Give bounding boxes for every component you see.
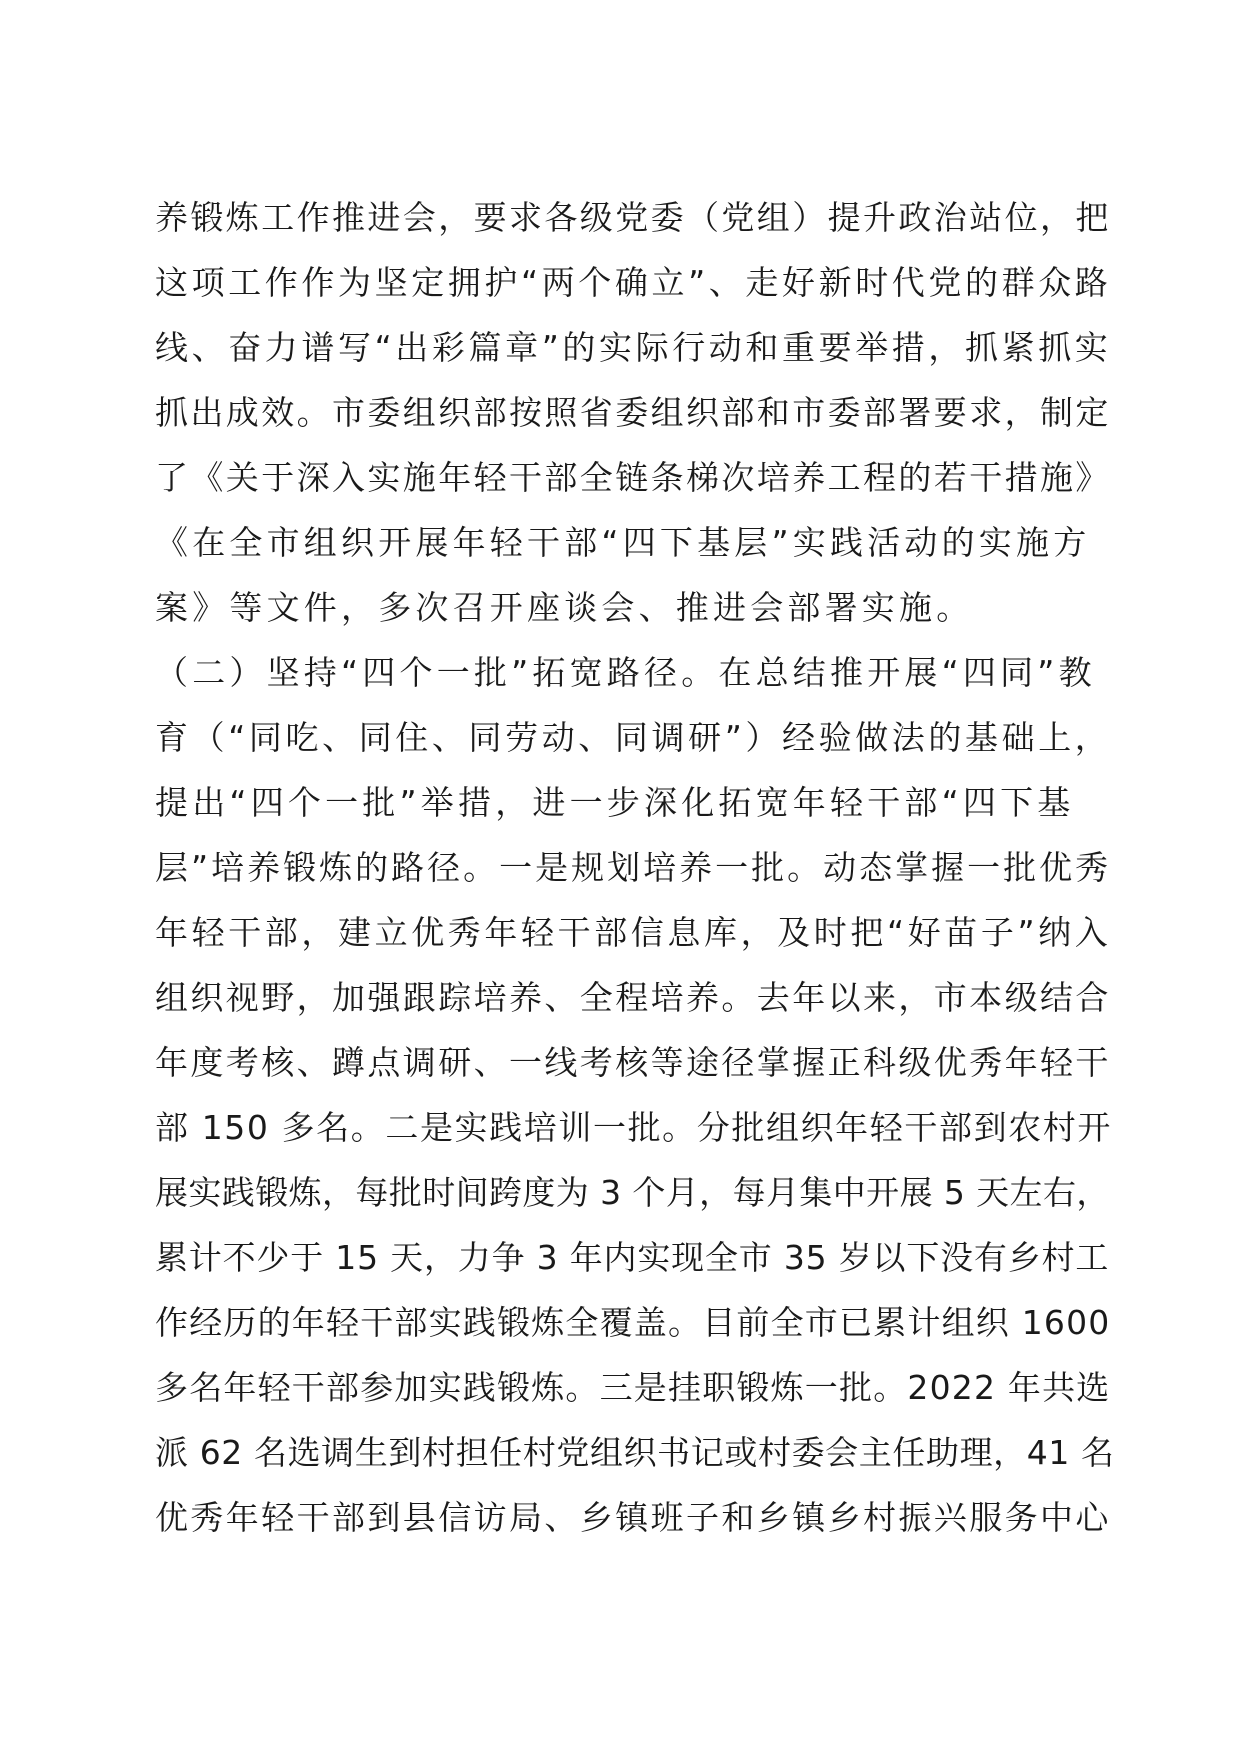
body-text (155, 185, 1115, 1550)
text-line: 抓出成效。市委组织部按照省委组织部和市委部署要求，制定 (155, 393, 1111, 432)
text-line: 育（“同吃、同住、同劳动、同调研”）经验做法的基础上， (155, 718, 1112, 757)
text-line: 优秀年轻干部到县信访局、乡镇班子和乡镇乡村振兴服务中心 (155, 1498, 1111, 1537)
text-line: 累计不少于 15 天，力争 3 年内实现全市 35 岁以下没有乡村工 (155, 1238, 1110, 1277)
text-line: 案》等文件，多次召开座谈会、推进会部署实施。 (155, 588, 974, 627)
text-line: 了《关于深入实施年轻干部全链条梯次培养工程的若干措施》 (155, 458, 1111, 497)
text-line: 养锻炼工作推进会，要求各级党委（党组）提升政治站位，把 (155, 198, 1111, 237)
text-line: 多名年轻干部参加实践锻炼。三是挂职锻炼一批。2022 年共选 (155, 1368, 1111, 1407)
text-line: 这项工作作为坚定拥护“两个确立”、走好新时代党的群众路 (155, 263, 1112, 302)
section-heading-line: （二）坚持“四个一批”拓宽路径。在总结推开展“四同”教 (155, 653, 1096, 692)
text-line: 年轻干部，建立优秀年轻干部信息库，及时把“好苗子”纳入 (155, 913, 1112, 952)
text-line: 部 150 多名。二是实践培训一批。分批组织年轻干部到农村开 (155, 1108, 1112, 1147)
text-line: 展实践锻炼，每批时间跨度为 3 个月，每月集中开展 5 天左右， (155, 1173, 1110, 1212)
text-line: 线、奋力谱写“出彩篇章”的实际行动和重要举措，抓紧抓实 (155, 328, 1112, 367)
text-line: 派 62 名选调生到村担任村党组织书记或村委会主任助理，41 名 (155, 1433, 1115, 1472)
text-line: 作经历的年轻干部实践锻炼全覆盖。目前全市已累计组织 1600 (155, 1303, 1111, 1342)
text-line: 层”培养锻炼的路径。一是规划培养一批。动态掌握一批优秀 (155, 848, 1112, 887)
text-line: 《在全市组织开展年轻干部“四下基层”实践活动的实施方 (155, 523, 1091, 562)
text-line: 年度考核、蹲点调研、一线考核等途径掌握正科级优秀年轻干 (155, 1043, 1111, 1082)
text-line: 组织视野，加强跟踪培养、全程培养。去年以来，市本级结合 (155, 978, 1111, 1017)
text-line: 提出“四个一批”举措，进一步深化拓宽年轻干部“四下基 (155, 783, 1075, 822)
